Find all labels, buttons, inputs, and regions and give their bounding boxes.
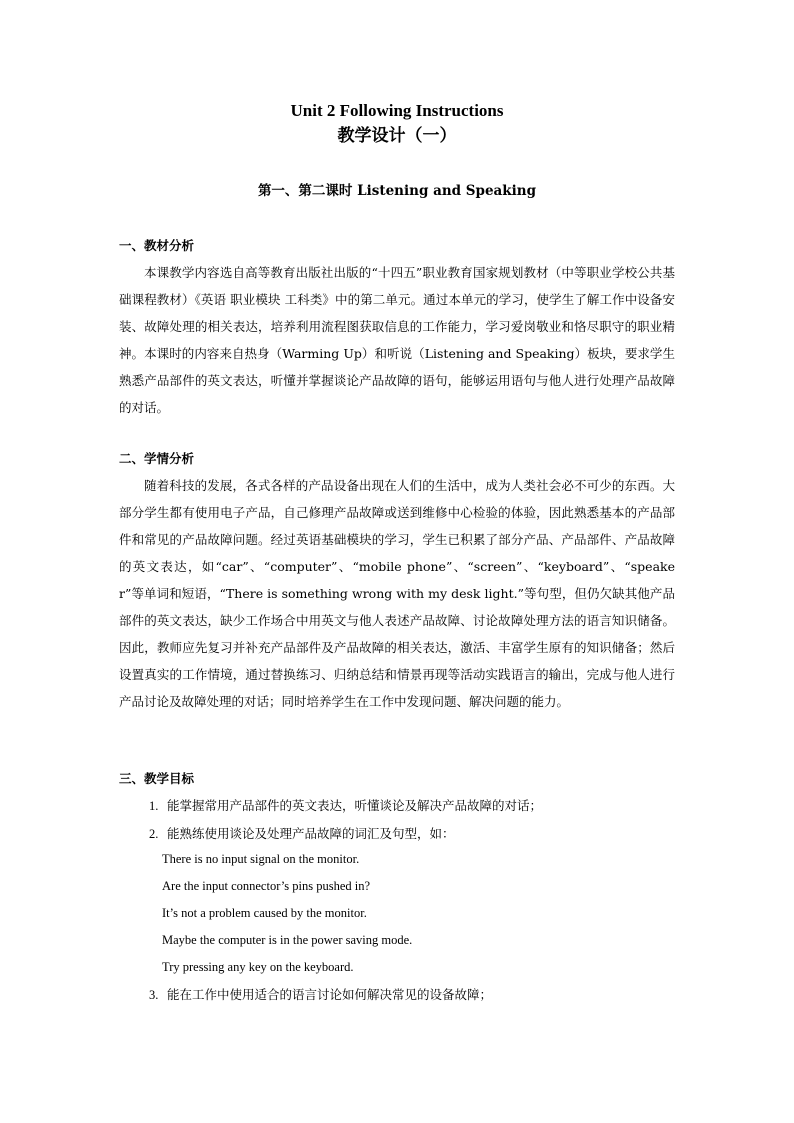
section-heading-student-analysis: 二、学情分析 bbox=[119, 451, 195, 466]
example-sentence: Maybe the computer is in the power saving mode. bbox=[162, 933, 413, 947]
list-item-text: 能掌握常用产品部件的英文表达，听懂谈论及解决产品故障的对话； bbox=[166, 798, 542, 813]
section-heading-teaching-goals: 三、教学目标 bbox=[119, 771, 195, 786]
document-title-chinese: 教学设计（一） bbox=[337, 126, 457, 146]
list-item-number: 1. bbox=[149, 799, 159, 813]
example-sentence: Are the input connector’s pins pushed in? bbox=[162, 879, 371, 893]
example-sentences-list bbox=[162, 846, 412, 981]
list-item bbox=[149, 820, 689, 848]
section-heading-textbook-analysis: 一、教材分析 bbox=[119, 238, 195, 253]
list-item bbox=[149, 792, 689, 820]
lesson-subtitle: 第一、第二课时 Listening and Speaking bbox=[257, 183, 537, 199]
document-title-english: Unit 2 Following Instructions bbox=[290, 101, 504, 120]
example-sentence: It’s not a problem caused by the monitor. bbox=[162, 906, 367, 920]
section-paragraph-textbook-analysis: 本课教学内容选自高等教育出版社出版的“十四五”职业教育国家规划教材（中等职业学校公共基础课程教材）《英语 职业模块 工科类》中的第二单元。通过本单元的学习，使学生了解工作中设备安装、故障处理的相关表达，培养利用流程图获取信息的工作能力，学习爱岗敬业和恪尽职守的职业精神。本课时的内容来自热身（Warming Up）和听说（Listening and Speaking）板块，要求学生熟悉产品部件的英文表达，听懂并掌握谈论产品故障的语句，能够运用语句与他人进行处理产品故障的对话。 bbox=[119, 265, 675, 415]
example-sentence: Try pressing any key on the keyboard. bbox=[162, 960, 354, 974]
list-item-text: 能熟练使用谈论及处理产品故障的词汇及句型，如： bbox=[166, 826, 455, 841]
list-item-number: 2. bbox=[149, 827, 159, 841]
section-paragraph-student-analysis: 随着科技的发展，各式各样的产品设备出现在人们的生活中，成为人类社会必不可少的东西。大部分学生都有使用电子产品，自己修理产品故障或送到维修中心检验的体验，因此熟悉基本的产品部件和常见的产品故障问题。经过英语基础模块的学习，学生已积累了部分产品、产品部件、产品故障的英文表达，如“car”、“computer”、“mobile phone”、“screen”、“keyboard”、“speaker”等单词和短语，“There is something wrong with my desk light.”等句型，但仍欠缺其他产品部件的英文表达，缺少工作场合中用英文与他人表述产品故障、讨论故障处理方法的语言知识储备。因此，教师应先复习并补充产品部件及产品故障的相关表达，激活、丰富学生原有的知识储备；然后设置真实的工作情境，通过替换练习、归纳总结和情景再现等活动实践语言的输出，完成与他人进行产品讨论及故障处理的对话；同时培养学生在工作中发现问题、解决问题的能力。 bbox=[119, 478, 675, 709]
list-item-number: 3. bbox=[149, 988, 159, 1002]
list-item-text: 能在工作中使用适合的语言讨论如何解决常见的设备故障； bbox=[166, 987, 492, 1002]
teaching-goals-list-continued bbox=[149, 981, 689, 1009]
teaching-goals-list bbox=[149, 792, 689, 848]
example-sentence: There is no input signal on the monitor. bbox=[162, 852, 360, 866]
list-item bbox=[149, 981, 689, 1009]
